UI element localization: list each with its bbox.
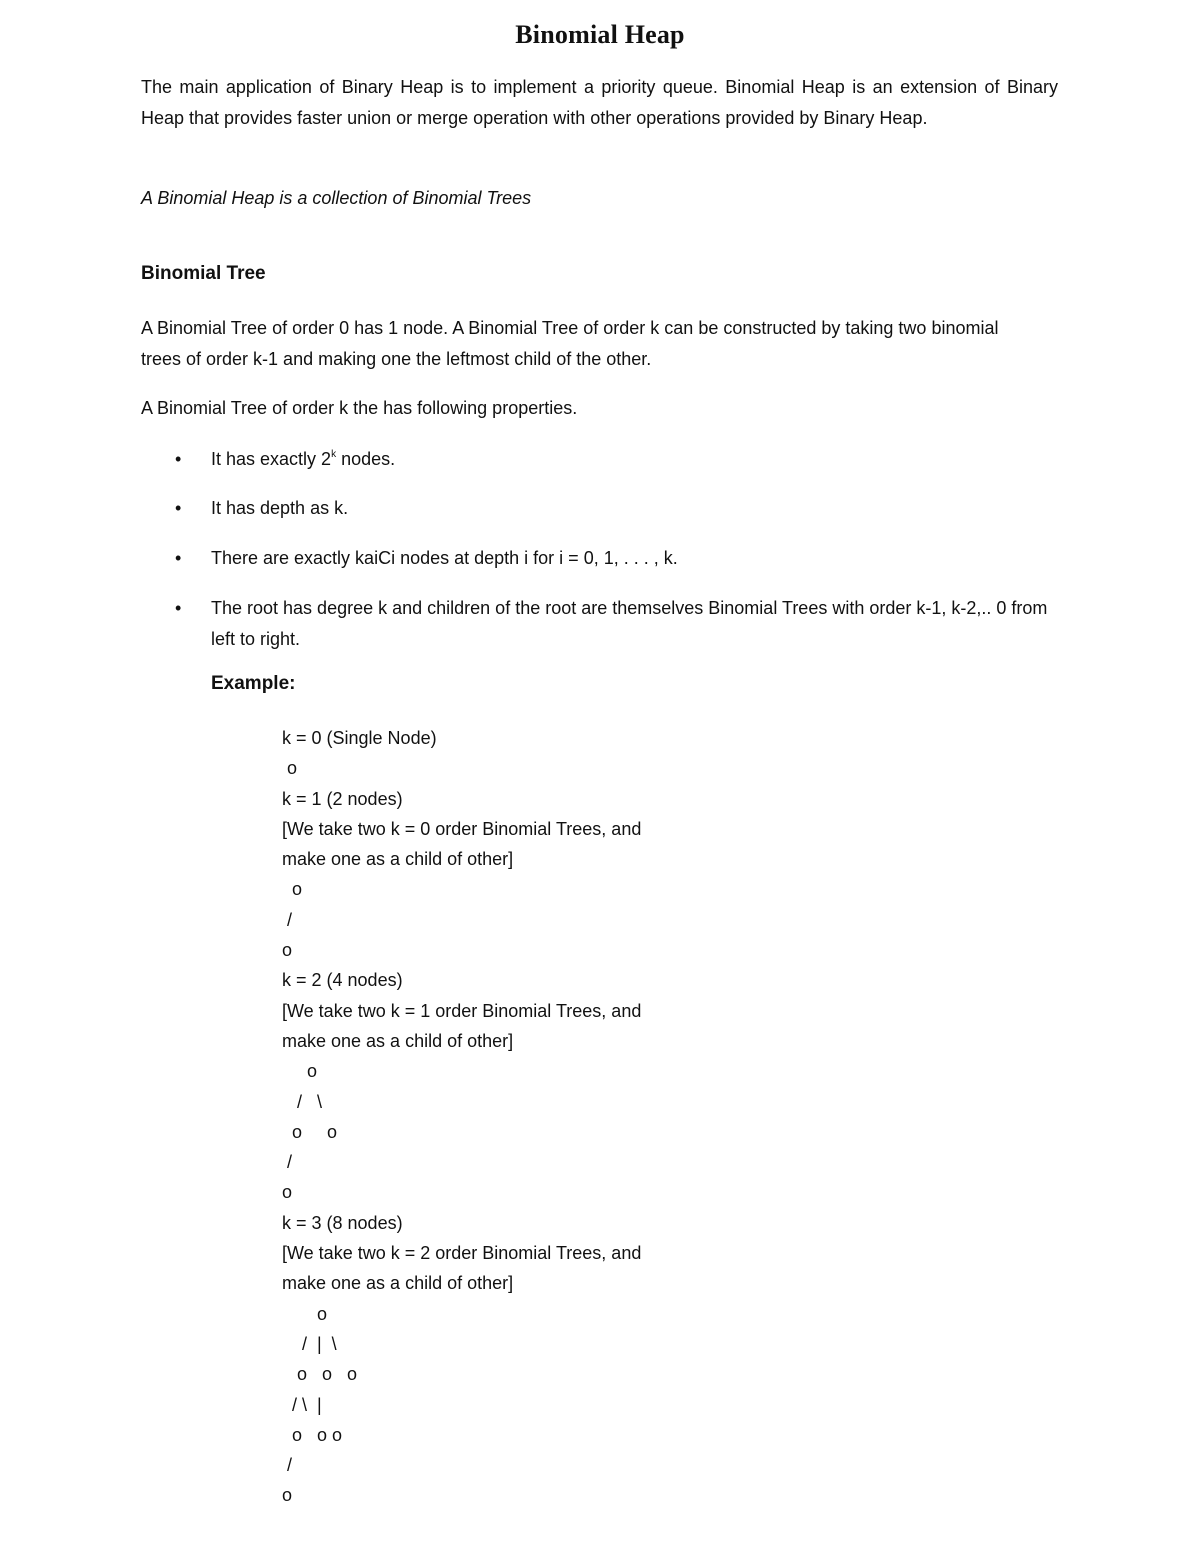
example-line: k = 2 (4 nodes) — [282, 970, 403, 991]
example-line: k = 3 (8 nodes) — [282, 1212, 403, 1233]
bullet-icon: • — [175, 598, 182, 618]
example-line: / — [282, 909, 293, 930]
property-text: There are exactly kaiCi nodes at depth i for i = 0, 1, . . . , k. — [211, 548, 678, 568]
bullet-icon: • — [175, 449, 182, 469]
property-item-root-degree — [175, 593, 1051, 654]
example-line: / | \ — [282, 1333, 337, 1354]
tree-description-paragraph: A Binomial Tree of order 0 has 1 node. A Binomial Tree of order k can be constructed by taking two binomial trees of order k-1 and making one the leftmost child of the other. — [141, 318, 999, 369]
example-line: o — [282, 758, 298, 779]
definition-paragraph: A Binomial Heap is a collection of Binomial Trees — [141, 188, 532, 208]
property-item-depth — [175, 493, 1051, 524]
example-line: make one as a child of other] — [282, 1030, 514, 1051]
property-text: It has exactly 2 — [211, 449, 332, 469]
property-item-nodes — [175, 444, 1051, 475]
example-line: / — [282, 1152, 293, 1173]
example-line: o — [282, 879, 303, 900]
example-line: / — [282, 1455, 293, 1476]
property-text: The root has degree k and children of the root are themselves Binomial Trees with order k-1, k-2,.. 0 from left to right. — [211, 598, 1048, 649]
example-line: / \ — [282, 1091, 323, 1112]
example-line: o — [282, 1061, 318, 1082]
example-line: o — [282, 940, 293, 961]
bullet-icon: • — [175, 548, 182, 568]
example-line: o — [282, 1485, 293, 1506]
example-line: [We take two k = 0 order Binomial Trees, and — [282, 818, 642, 839]
section-heading: Binomial Tree — [141, 263, 266, 284]
example-block — [282, 723, 641, 1511]
bullet-icon: • — [175, 498, 182, 518]
example-line: o — [282, 1182, 293, 1203]
example-line: / \ | — [282, 1394, 322, 1415]
example-line: make one as a child of other] — [282, 1273, 514, 1294]
intro-paragraph: The main application of Binary Heap is to implement a priority queue. Binomial Heap is an extension of Binary Heap that provides faster union or merge operation with other operations provided by Binary Heap. — [141, 77, 1058, 128]
example-line: k = 1 (2 nodes) — [282, 788, 403, 809]
example-label: Example: — [211, 673, 296, 694]
properties-intro-paragraph: A Binomial Tree of order k the has following properties. — [141, 398, 578, 418]
example-line: k = 0 (Single Node) — [282, 728, 437, 748]
example-line: [We take two k = 1 order Binomial Trees, and — [282, 1000, 642, 1021]
example-line: o o o — [282, 1424, 343, 1445]
example-line: [We take two k = 2 order Binomial Trees, and — [282, 1243, 642, 1264]
example-line: o o o — [282, 1364, 358, 1385]
example-line: o — [282, 1303, 328, 1324]
superscript-k: k — [331, 449, 337, 460]
property-text: nodes. — [336, 449, 396, 469]
example-line: o o — [282, 1121, 338, 1142]
property-item-nodes-at-depth — [175, 543, 1051, 574]
property-text: It has depth as k. — [211, 498, 349, 518]
example-line: make one as a child of other] — [282, 849, 514, 870]
document-title: Binomial Heap — [515, 20, 685, 49]
